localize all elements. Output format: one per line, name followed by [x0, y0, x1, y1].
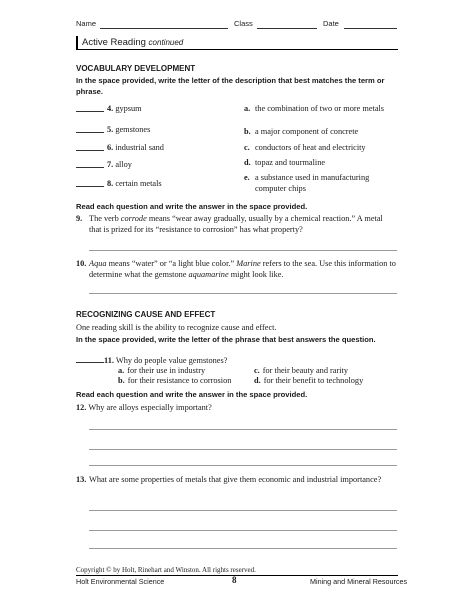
option-b: b. for their resistance to corrosion [118, 376, 232, 385]
copyright: Copyright © by Holt, Rinehart and Winston. All rights reserved. [76, 566, 256, 574]
answer-line-13[interactable] [89, 548, 397, 549]
cause-title: RECOGNIZING CAUSE AND EFFECT [76, 310, 216, 319]
class-field[interactable] [257, 28, 317, 29]
description-e: e. a substance used in manufacturing computer chips [244, 173, 370, 193]
class-label: Class [234, 19, 253, 28]
description-c: c. conductors of heat and electricity [244, 143, 366, 152]
date-field[interactable] [344, 28, 397, 29]
vocab-title: VOCABULARY DEVELOPMENT [76, 64, 196, 73]
name-field[interactable] [100, 28, 228, 29]
questions-instruction: Read each question and write the answer in the space provided. [76, 202, 308, 211]
question-9: 9. The verb corrode means “wear away gradually, usually by a chemical reaction.” A metal that is prized for its “resistance to corrosion” has what property? [76, 214, 383, 234]
option-a: a. for their use in industry [118, 366, 206, 375]
book-title: Holt Environmental Science [76, 577, 165, 586]
questions-instruction-2: Read each question and write the answer in the space provided. [76, 390, 308, 399]
description-d: d. topaz and tourmaline [244, 158, 326, 167]
banner-rule [76, 49, 398, 50]
cause-instruction: In the space provided, write the letter of the phrase that best answers the question. [76, 335, 376, 344]
description-a: a. the combination of two or more metals [244, 104, 385, 113]
answer-blank-8[interactable] [76, 186, 104, 187]
answer-blank-5[interactable] [76, 132, 104, 133]
name-label: Name [76, 19, 97, 28]
date-label: Date [323, 19, 339, 28]
option-d: d. for their benefit to technology [254, 376, 364, 385]
vocab-instruction: In the space provided, write the letter of the description that best matches the term or phrase. [76, 76, 385, 96]
answer-line-12[interactable] [89, 449, 397, 450]
footer-rule [76, 575, 398, 576]
question-12: 12. Why are alloys especially important? [76, 403, 212, 412]
answer-blank-7[interactable] [76, 167, 104, 168]
answer-blank-11[interactable] [76, 362, 104, 363]
chapter-title: Mining and Mineral Resources [310, 577, 408, 586]
answer-blank-6[interactable] [76, 150, 104, 151]
answer-line-10[interactable] [89, 293, 397, 294]
answer-line-12[interactable] [89, 465, 397, 466]
description-b: b. a major component of concrete [244, 127, 359, 136]
question-13: 13. What are some properties of metals that give them economic and industrial importance? [76, 475, 382, 484]
page-number: 8 [232, 575, 237, 585]
answer-line-12[interactable] [89, 429, 397, 430]
banner-bar [76, 36, 78, 49]
answer-line-9[interactable] [89, 250, 397, 251]
answer-line-13[interactable] [89, 530, 397, 531]
cause-intro: One reading skill is the ability to recognize cause and effect. [76, 323, 277, 332]
banner-title: Active Reading continued [82, 37, 184, 48]
answer-blank-4[interactable] [76, 111, 104, 112]
question-10: 10. Aqua means “water” or “a light blue color.” Marine refers to the sea. Use this information to determine what the gemstone aquamarine might look like. [76, 259, 396, 279]
question-11: 11. Why do people value gemstones? [104, 356, 228, 365]
option-c: c. for their beauty and rarity [254, 366, 349, 375]
answer-line-13[interactable] [89, 510, 397, 511]
